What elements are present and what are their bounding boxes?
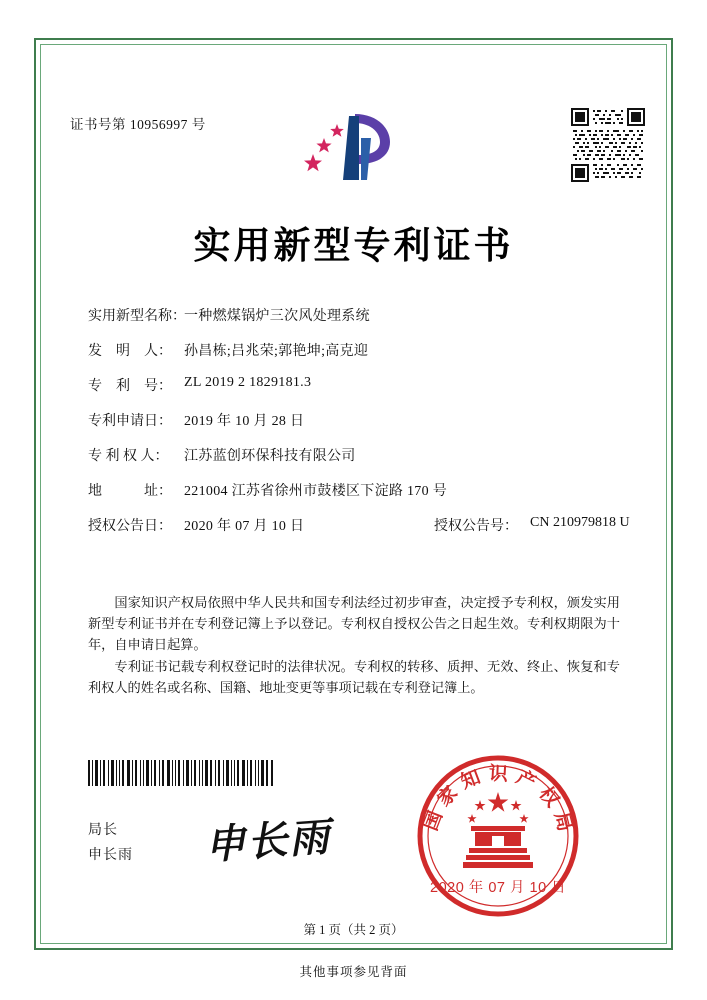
svg-text:国家知识产权局: 国家知识产权局 xyxy=(420,763,577,841)
qr-code xyxy=(571,108,645,182)
field-patent-number xyxy=(88,375,628,410)
field-label: 专利申请日： xyxy=(88,414,172,429)
field-value: 一种燃煤锅炉三次风处理系统 xyxy=(184,309,370,324)
director-title-label: 局长 xyxy=(88,823,118,838)
field-label: 实用新型名称： xyxy=(88,309,186,324)
certificate-number: 证书号第 10956997 号 xyxy=(70,117,206,132)
field-label-secondary: 授权公告号： xyxy=(434,519,518,534)
director-name-label: 申长雨 xyxy=(88,848,133,863)
field-value: 孙昌栋;吕兆荣;郭艳坤;高克迎 xyxy=(184,344,369,359)
field-inventors xyxy=(88,340,628,375)
field-label: 专 利 权 人： xyxy=(88,449,169,464)
field-value: ZL 2019 2 1829181.3 xyxy=(184,375,312,390)
page-number: 第 1 页（共 2 页） xyxy=(303,923,404,937)
fields-block xyxy=(88,305,628,550)
seal-date: 2020 年 07 月 10 日 xyxy=(430,880,567,896)
director-block xyxy=(88,818,133,868)
field-label: 专 利 号： xyxy=(88,379,172,394)
legal-body-text xyxy=(88,592,620,699)
barcode xyxy=(88,760,274,786)
field-label: 地 址： xyxy=(88,484,172,499)
director-signature: 申长雨 xyxy=(203,814,333,868)
field-grant-announcement xyxy=(88,515,628,550)
field-value: 2020 年 07 月 10 日 xyxy=(184,519,305,534)
field-label: 授权公告日： xyxy=(88,519,172,534)
field-value: 江苏蓝创环保科技有限公司 xyxy=(184,449,356,464)
body-paragraph-2: 专利证书记载专利权登记时的法律状况。专利权的转移、质押、无效、终止、恢复和专利权人的姓名或名称、国籍、地址变更等事项记载在专利登记簿上。 xyxy=(88,659,620,695)
field-value: 221004 江苏省徐州市鼓楼区下淀路 170 号 xyxy=(184,484,447,499)
body-paragraph-1: 国家知识产权局依照中华人民共和国专利法经过初步审查，决定授予专利权，颁发实用新型专利证书并在专利登记簿上予以登记。专利权自授权公告之日起生效。专利权期限为十年，自申请日起算。 xyxy=(88,595,620,652)
footer-note: 其他事项参见背面 xyxy=(299,965,408,979)
field-address xyxy=(88,480,628,515)
cnipa-logo xyxy=(297,108,407,190)
field-utility-model-name xyxy=(88,305,628,340)
page-title: 实用新型专利证书 xyxy=(193,226,514,267)
field-value-secondary: CN 210979818 U xyxy=(530,515,630,530)
field-value: 2019 年 10 月 28 日 xyxy=(184,414,305,429)
field-application-date xyxy=(88,410,628,445)
field-label: 发 明 人： xyxy=(88,344,172,359)
field-patentee xyxy=(88,445,628,480)
